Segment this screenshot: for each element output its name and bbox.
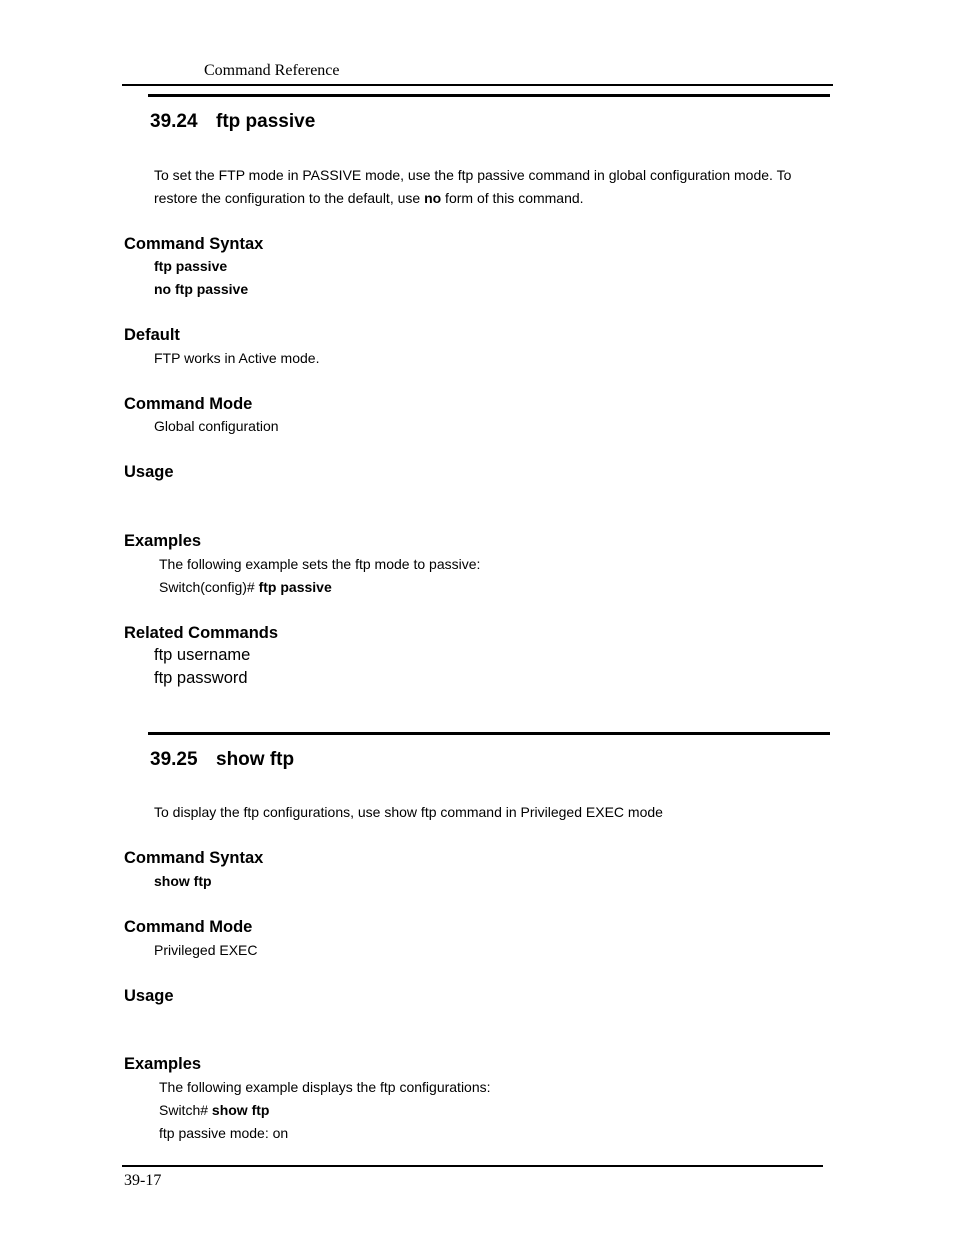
syntax-line: no ftp passive: [154, 281, 249, 297]
example-command: show ftp: [211, 1102, 270, 1118]
section-rule: [148, 732, 830, 735]
header-rule: [122, 84, 833, 86]
footer-rule: [122, 1165, 823, 1167]
section-heading: [150, 111, 315, 133]
intro-text: form of this command.: [441, 190, 584, 206]
default-text: FTP works in Active mode.: [154, 350, 320, 366]
example-description: The following example displays the ftp configurations:: [159, 1079, 491, 1095]
example-command: ftp passive: [258, 579, 332, 595]
syntax-line: show ftp: [154, 873, 212, 889]
command-mode-text: Global configuration: [154, 418, 279, 434]
section-title: ftp passive: [216, 111, 316, 132]
related-command: ftp password: [154, 669, 248, 687]
intro-line: To display the ftp configurations, use show ftp command in Privileged EXEC mode: [154, 804, 663, 820]
running-header: Command Reference: [204, 62, 340, 79]
section-rule: [148, 94, 830, 97]
example-prompt: Switch#: [159, 1102, 212, 1118]
example-command-line: [159, 1102, 269, 1118]
default-heading: Default: [124, 326, 180, 344]
related-command: ftp username: [154, 646, 251, 664]
usage-heading: Usage: [124, 463, 174, 481]
command-mode-heading: Command Mode: [124, 918, 253, 936]
section-number: 39.25: [150, 749, 198, 770]
keyword-no: no: [424, 190, 442, 206]
intro-line-2: [154, 190, 584, 206]
section-number: 39.24: [150, 111, 198, 132]
command-syntax-heading: Command Syntax: [124, 849, 264, 867]
example-command-line: [159, 579, 332, 595]
usage-heading: Usage: [124, 987, 174, 1005]
intro-text: restore the configuration to the default, use: [154, 190, 425, 206]
related-commands-heading: Related Commands: [124, 624, 279, 642]
page-number: 39-17: [124, 1172, 162, 1189]
example-output: ftp passive mode: on: [159, 1125, 289, 1141]
syntax-line: ftp passive: [154, 258, 228, 274]
examples-heading: Examples: [124, 1055, 202, 1073]
command-syntax-heading: Command Syntax: [124, 235, 264, 253]
intro-line-1: To set the FTP mode in PASSIVE mode, use the ftp passive command in global configuration mode. To: [154, 167, 792, 183]
examples-heading: Examples: [124, 532, 202, 550]
example-description: The following example sets the ftp mode to passive:: [159, 556, 481, 572]
example-prompt: Switch(config)#: [159, 579, 259, 595]
command-mode-text: Privileged EXEC: [154, 942, 258, 958]
section-title: show ftp: [216, 749, 295, 770]
command-mode-heading: Command Mode: [124, 395, 253, 413]
section-heading: [150, 749, 294, 771]
